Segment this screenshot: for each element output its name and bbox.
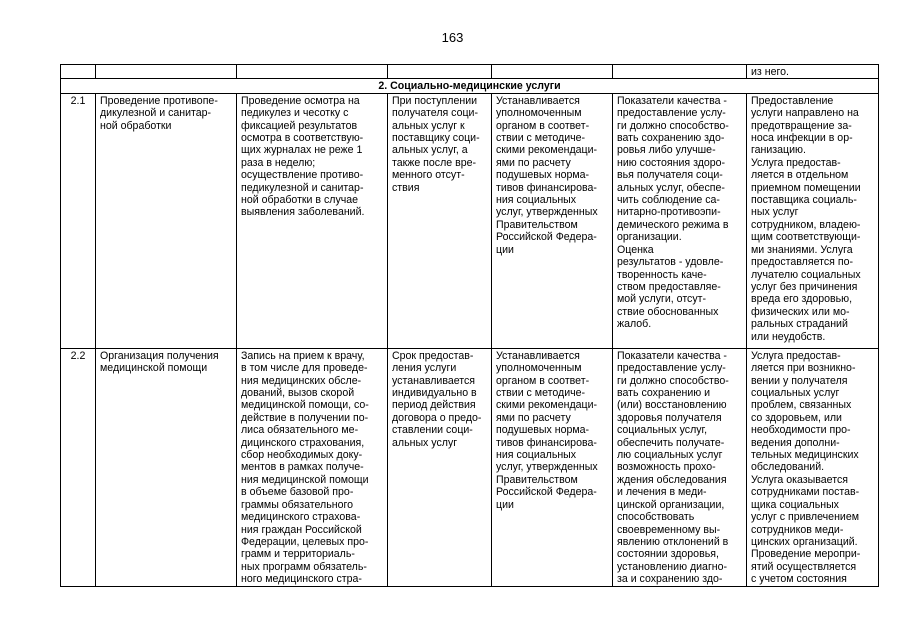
cell-quality [613, 65, 747, 79]
section-title: 2. Социально-медицинские услуги [61, 79, 879, 93]
cell-norms [492, 65, 613, 79]
table-row-continuation [61, 65, 879, 79]
cell-num [61, 65, 96, 79]
page-number: 163 [441, 30, 464, 45]
services-table [60, 64, 879, 587]
table-row [61, 348, 879, 586]
cell-name: Организация получения медицинской помощи [96, 348, 237, 586]
cell-conditions: из него. [747, 65, 879, 79]
cell-term: При поступлении получателя соци- альных услуг к поставщику соци- альных услуг, а также после вре- менного отсут- ствия [388, 93, 492, 348]
cell-norms: Устанавливается уполномоченным органом в соответ- ствии с методиче- скими рекомендаци- ями по расчету подушевых норма- тивов финансирова- ния социальных услуг, утвержденных Правительством Российской Федера- ции [492, 348, 613, 586]
cell-description: Проведение осмотра на педикулез и чесотку с фиксацией результатов осмотра в соответствую- щих журналах не реже 1 раза в неделю; осуществление противо- педикулезной и санитар- ной обработки в случае выявления заболеваний. [237, 93, 388, 348]
cell-term [388, 65, 492, 79]
table-row [61, 93, 879, 348]
cell-quality: Показатели качества - предоставление услу- ги должно способство- вать сохранению здо- ровья либо улучше- нию состояния здоро- вья получателя соци- альных услуг, обеспе- чить соблюдение са- нитарно-противоэпи- демического режима в организации. Оценка результатов - удовле- творенность каче- ством предоставляе- мой услуги, отсут- ствие обоснованных жалоб. [613, 93, 747, 348]
cell-conditions: Предоставление услуги направлено на предотвращение за- носа инфекции в ор- ганизацию. Услуга предостав- ляется в отдельном приемном помещении поставщика социаль- ных услуг сотрудником, владею- щим соответствующи- ми знаниями. Услуга предоставляется по- лучателю социальных услуг без причинения вреда его здоровью, физических или мо- ральных страданий или неудобств. [747, 93, 879, 348]
cell-conditions: Услуга предостав- ляется при возникно- вении у получателя социальных услуг проблем, связанных со здоровьем, или необходимости про- ведения дополни- тельных медицинских обследований. Услуга оказывается сотрудниками постав- щика социальных услуг с привлечением сотрудников меди- цинских организаций. Проведение меропри- ятий осуществляется с учетом состояния [747, 348, 879, 586]
cell-description: Запись на прием к врачу, в том числе для проведе- ния медицинских обсле- дований, вызов скорой медицинской помощи, со- действие в получении по- лиса обязательного ме- дицинского страхования, сбор необходимых доку- ментов в рамках получе- ния медицинской помощи в объеме базовой про- граммы обязательного медицинского страхова- ния граждан Российской Федерации, целевых про- грамм и территориаль- ных программ обязатель- ного медицинского стра- [237, 348, 388, 586]
cell-quality: Показатели качества - предоставление услу- ги должно способство- вать сохранению и (или) восстановлению здоровья получателя социальных услуг, обеспечить получате- лю социальных услуг возможность прохо- ждения обследования и лечения в меди- цинской организации, способствовать своевременному вы- явлению отклонений в состоянии здоровья, установлению диагно- за и сохранению здо- [613, 348, 747, 586]
cell-num: 2.1 [61, 93, 96, 348]
cell-num: 2.2 [61, 348, 96, 586]
cell-description [237, 65, 388, 79]
cell-name: Проведение противопе- дикулезной и санитар- ной обработки [96, 93, 237, 348]
cell-term: Срок предостав- ления услуги устанавливается индивидуально в период действия договора о предо- ставлении соци- альных услуг [388, 348, 492, 586]
cell-name [96, 65, 237, 79]
cell-norms: Устанавливается уполномоченным органом в соответ- ствии с методиче- скими рекомендаци- ями по расчету подушевых норма- тивов финансирова- ния социальных услуг, утвержденных Правительством Российской Федера- ции [492, 93, 613, 348]
section-row [61, 79, 879, 93]
